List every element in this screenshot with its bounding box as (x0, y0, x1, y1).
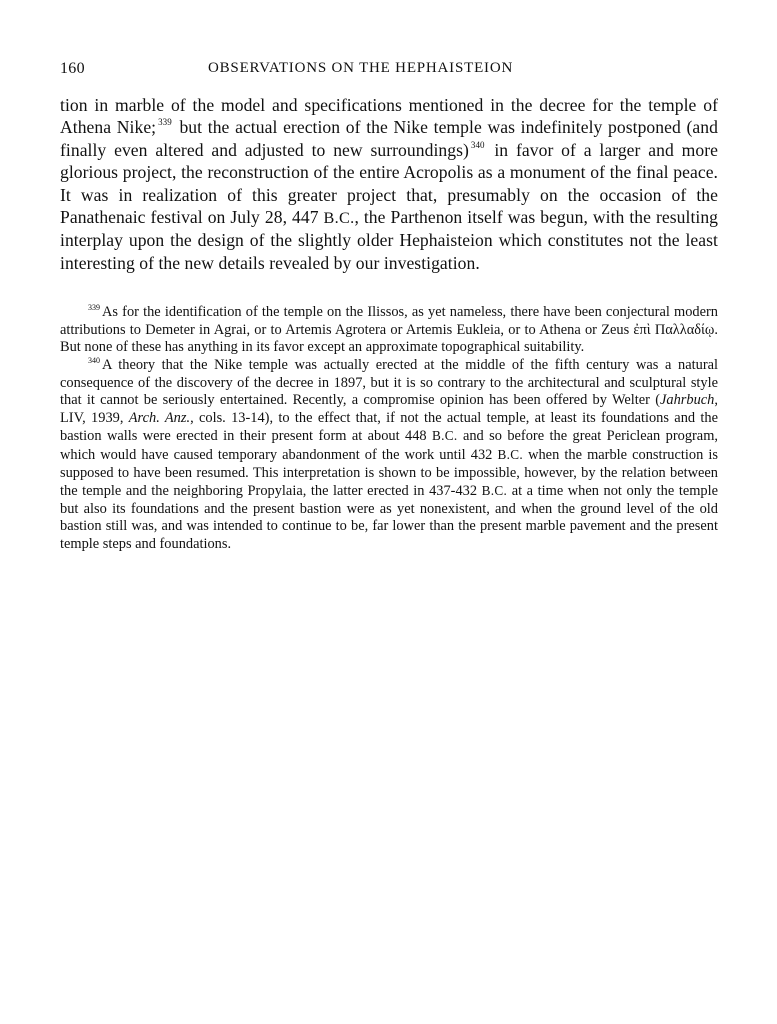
footnote-text-part: and so before the great Periclean program, which would have caused temporary abandonment of the work until 432 (60, 428, 718, 463)
body-paragraph (60, 94, 718, 274)
body-text-part-2: but the actual erection of the Nike temple was indefinitely postponed (and finally even altered and adjusted to new surroundings) (60, 117, 718, 160)
footnote-number: 340 (88, 356, 100, 366)
footnote-340 (60, 357, 718, 554)
footnote-number: 339 (88, 303, 100, 313)
footnote-text-part: at a time when not only the temple but also its foundations and the present bastion were as yet nonexistent, and when the ground level of the old bastion still was, and was intended to continue to be, far lower than the present marble pavement and the present temple steps and foundations. (60, 483, 718, 552)
body-text (60, 94, 718, 274)
journal-title: Jahrbuch (660, 392, 715, 409)
footnote-text-part: A theory that the Nike temple was actually erected at the middle of the fifth century was a natural consequence of the discovery of the decree in 1897, but it is so contrary to the architectural and sculptural style that it cannot be seriously entertained. Recently, a compromise opinion has been offered by Welter ( (60, 357, 718, 409)
footnote-ref-339[interactable]: 339 (158, 117, 172, 128)
body-text-part-3: in favor of a larger and more glorious project, the reconstruction of the entire Acropolis as a monument of the final peace. It was in realization of this greater project that, presumably on the occasion of the Panathenaic festival on July 28, 447 (60, 139, 718, 228)
era-abbrev: B.C. (481, 483, 508, 499)
footnote-text-part: when the marble construction is supposed to have been resumed. This interpretation is shown to be impossible, however, by the relation between the temple and the neighboring Propylaia, the latter erected in 437-432 (60, 447, 718, 500)
era-abbrev: B.C. (432, 428, 458, 444)
footnote-text: As for the identification of the temple on the Ilissos, as yet nameless, there have been conjectural modern attributions to Demeter in Agrai, or to Artemis Agrotera or Artemis Eukleia, or to Athena or Zeus ἐπὶ Παλλαδίῳ. But none of these has anything in its favor except an approximate topographical suitability. (60, 304, 718, 356)
journal-title: Arch. Anz. (128, 409, 191, 426)
body-text-part-1: tion in marble of the model and specifications mentioned in the decree for the temple of Athena Nike; (60, 95, 718, 138)
era-abbrev: B.C. (323, 209, 355, 228)
page-number: 160 (60, 60, 85, 77)
footnote-ref-340[interactable]: 340 (470, 139, 485, 150)
era-abbrev: B.C. (497, 447, 523, 462)
footnote-text-part: , LIV, 1939, (60, 392, 718, 426)
footnotes (60, 304, 718, 553)
running-head (60, 58, 718, 84)
body-text-part-4: , the Parthenon itself was begun, with the resulting interplay upon the design of the slightly older Hephaisteion which constitutes not the least interesting of the new details revealed by our investigation. (60, 207, 719, 273)
running-title: OBSERVATIONS ON THE HEPHAISTEION (208, 60, 514, 76)
book-page (60, 58, 718, 554)
footnote-text-part: , cols. 13-14), to the effect that, if not the actual temple, at least its foundations and the bastion walls were erected in their present form at about 448 (60, 409, 718, 445)
footnote-339 (60, 304, 718, 357)
